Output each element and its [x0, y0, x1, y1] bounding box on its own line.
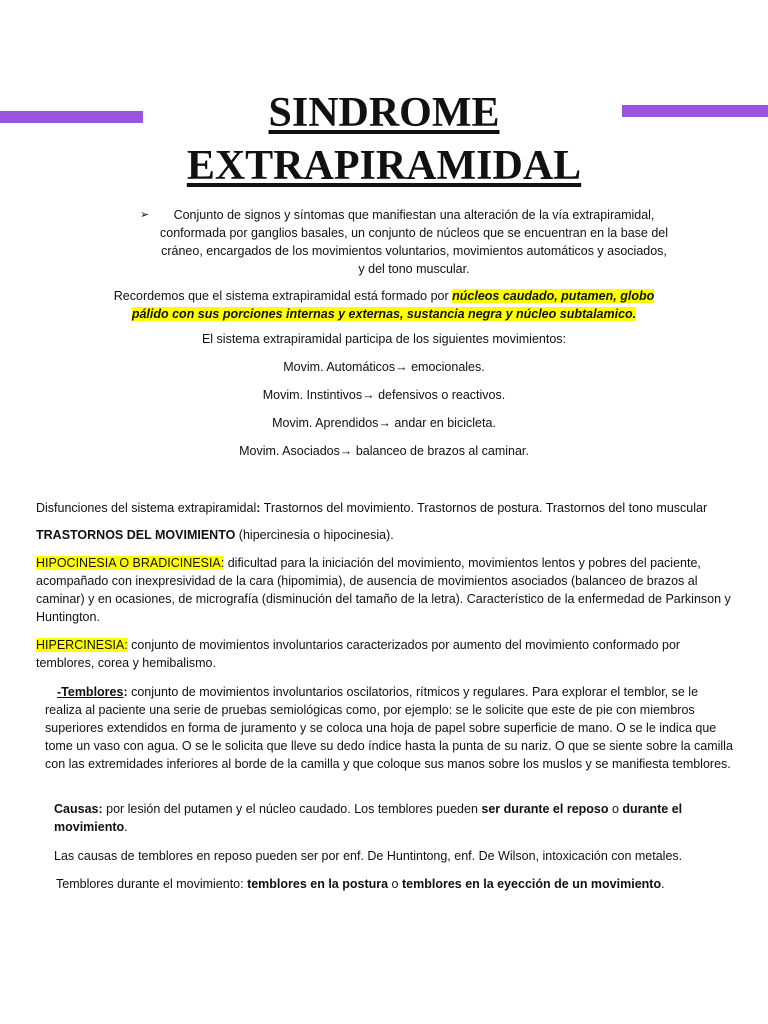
movement-type: Movim. Automáticos: [283, 360, 396, 374]
movement-row: [0, 360, 768, 374]
movement-row: [0, 388, 768, 402]
movement-row: [0, 444, 768, 458]
title-line-2: EXTRAPIRAMIDAL: [186, 143, 582, 189]
temblores-label: -Temblores: [57, 685, 124, 699]
causas-bold-movimiento: durante el movimiento: [54, 802, 683, 834]
causas-mid: o: [608, 802, 623, 816]
disfunciones-rest: Trastornos del movimiento. Trastornos de postura. Trastornos del tono muscular: [260, 501, 708, 515]
hipocinesia-text: dificultad para la iniciación del movimiento, movimientos lentos y pobres del paciente, acompañado con inexpresividad de la cara (hipomimia), de ausencia de movimientos asociados (balanceo de brazos al caminar) y en ocasiones, de micrografía (disminución del tamaño de la letra). Característico de la enfermedad de Parkinson y Huntington.: [36, 556, 731, 624]
hipercinesia-text: conjunto de movimientos involuntarios caracterizados por aumento del movimiento conformado por temblores, corea y hemibalismo.: [36, 638, 681, 670]
causas-bold-reposo: ser durante el reposo: [481, 802, 609, 816]
hipocinesia-label: HIPOCINESIA O BRADICINESIA:: [36, 556, 225, 570]
title-line-1: SINDROME: [268, 90, 500, 136]
right-arrow-icon: →: [339, 444, 353, 458]
movement-type: Movim. Asociados: [239, 444, 340, 458]
disfunciones-lead: Disfunciones del sistema extrapiramidal: [36, 501, 257, 515]
causas-label: Causas:: [54, 802, 103, 816]
recall-paragraph: [0, 287, 768, 323]
disfunciones-colon: :: [256, 501, 261, 515]
temblores-colon: :: [123, 685, 128, 699]
temblores-mov-end: .: [661, 877, 665, 891]
temblores-mov-mid: o: [388, 877, 402, 891]
temblores-mov-lead: Temblores durante el movimiento:: [56, 877, 248, 891]
recall-emphasis: núcleos caudado, putamen, globo pálido con sus porciones internas y externas, sustancia negra y núcleo subtalamico.: [131, 289, 655, 321]
intro-text: Conjunto de signos y síntomas que manifiestan una alteración de la vía extrapiramidal, conformada por ganglios basales, un conjunto de núcleos que se encuentran en la base del cráneo, encargados de los movimientos voluntarios, movimientos automáticos y asociados, y del tono muscular.: [160, 208, 668, 276]
arrowhead-bullet-icon: ➢: [140, 209, 150, 221]
disfunciones-paragraph: [36, 499, 736, 517]
movement-row: [0, 416, 768, 430]
temblores-mov-bold-eyeccion: temblores en la eyección de un movimiento: [401, 877, 662, 891]
movement-type: Movim. Instintivos: [262, 388, 363, 402]
movement-desc: emocionales.: [407, 360, 485, 374]
hipocinesia-paragraph: [36, 554, 736, 626]
causas-end: .: [124, 820, 128, 834]
right-arrow-icon: →: [378, 416, 391, 430]
movement-type: Movim. Aprendidos: [272, 416, 379, 430]
temblores-movimiento-paragraph: [56, 875, 736, 893]
hipercinesia-label: HIPERCINESIA:: [36, 638, 128, 652]
causas-text: por lesión del putamen y el núcleo caudado. Los temblores pueden: [102, 802, 482, 816]
right-arrow-icon: →: [395, 360, 408, 374]
temblores-paragraph: [45, 683, 735, 773]
causas-reposo-paragraph: Las causas de temblores en reposo pueden ser por enf. De Huntintong, enf. De Wilson, intoxicación con metales.: [54, 849, 683, 863]
movement-desc: andar en bicicleta.: [390, 416, 496, 430]
movement-desc: balanceo de brazos al caminar.: [352, 444, 529, 458]
participa-text: El sistema extrapiramidal participa de los siguientes movimientos:: [201, 332, 567, 346]
causas-paragraph: [54, 800, 714, 836]
temblores-mov-bold-postura: temblores en la postura: [247, 877, 389, 891]
recall-lead: Recordemos que el sistema extrapiramidal está formado por: [113, 289, 453, 303]
trastornos-rest: (hipercinesia o hipocinesia).: [235, 528, 394, 542]
right-arrow-icon: →: [362, 388, 375, 402]
hipercinesia-paragraph: [36, 636, 736, 672]
intro-bullet-item: [140, 206, 668, 278]
trastornos-heading: [36, 526, 736, 544]
movement-desc: defensivos o reactivos.: [374, 388, 506, 402]
temblores-text: conjunto de movimientos involuntarios oscilatorios, rítmicos y regulares. Para explorar el temblor, se le realiza al paciente una serie de pruebas semiológicas como, por ejemplo: se le solicite que este de pie con miembros superiores extendidos en forma de juramento y se coloca una hoja de papel sobre superficie de mano. O se le indica que tome un vaso con agua. O se le solicita que lleve su dedo índice hasta la punta de su nariz. O que se siente sobre la camilla con las extremidades inferiores al borde de la camilla y que coloque sus manos sobre los muslos y se manifiesta temblores.: [45, 685, 733, 771]
trastornos-bold: TRASTORNOS DEL MOVIMIENTO: [36, 528, 236, 542]
